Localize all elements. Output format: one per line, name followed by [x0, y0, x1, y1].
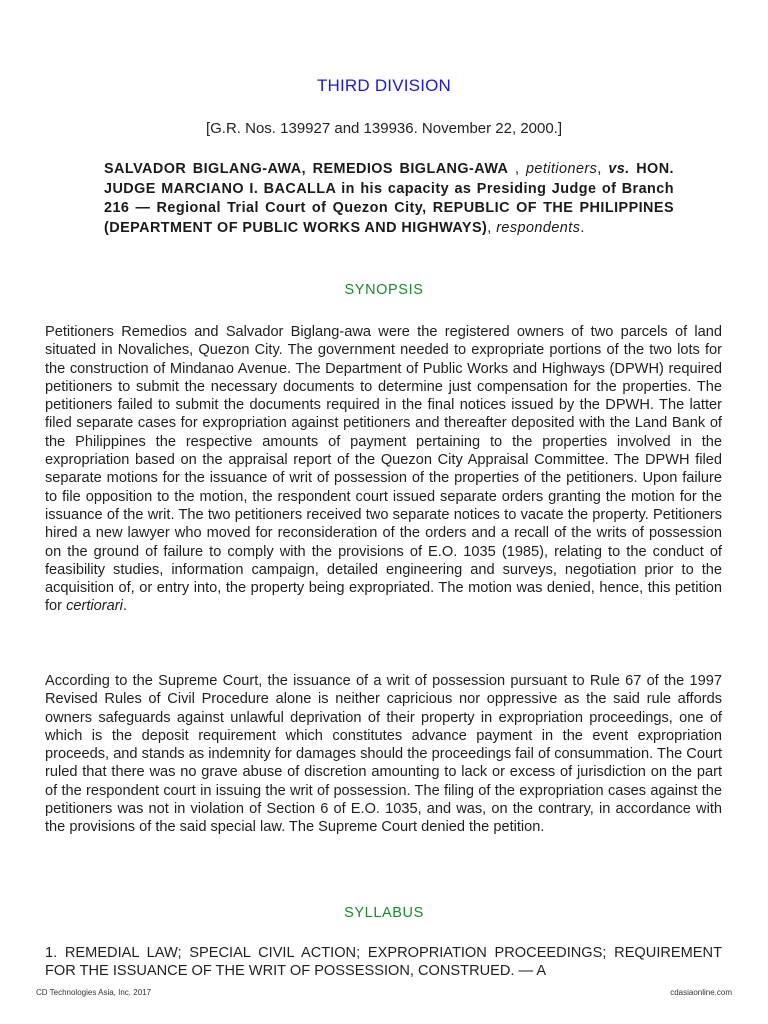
versus-label: vs. — [608, 161, 630, 177]
synopsis-heading: SYNOPSIS — [344, 282, 424, 298]
footer-website: cdasiaonline.com — [670, 988, 732, 997]
case-parties: SALVADOR BIGLANG-AWA, REMEDIOS BIGLANG-AWA , petitioners, vs. HON. JUDGE MARCIANO I. BACALLA in his capacity as Presiding Judge of Branch 216 — Regional Trial Court of Quezon City, REPUBLIC OF THE PHILIPPINES (DEPARTMENT OF PUBLIC WORKS AND HIGHWAYS), respondents. — [104, 161, 674, 236]
synopsis-paragraph-2: According to the Supreme Court, the issuance of a writ of possession pursuant to Rule 67 of the 1997 Revised Rules of Civil Procedure alone is neither capricious nor oppressive as the said rule affords owners safeguards against unlawful deprivation of their property in expropriation proceedings, one of which is the deposit requirement which constitutes advance payment in the event expropriation proceeds, and stands as indemnity for damages should the proceedings fail of consummation. The Court ruled that there was no grave abuse of discretion amounting to lack or excess of jurisdiction on the part of the respondent court in issuing the writ of possession. The filing of the expropriation cases against the petitioners was not in violation of Section 6 of E.O. 1035, and was, on the contrary, in accordance with the provisions of the said special law. The Supreme Court denied the petition. — [45, 673, 722, 836]
certiorari-term: certiorari — [66, 598, 123, 615]
synopsis-paragraph-1: Petitioners Remedios and Salvador Biglang-awa were the registered owners of two parcels of land situated in Novaliches, Quezon City. The government needed to expropriate portions of the two lots for the construction of Mindanao Avenue. The Department of Public Works and Highways (DPWH) required petitioners to submit the necessary documents to determine just compensation for the properties. The petitioners failed to submit the documents required in the final notices issued by the DPWH. The latter filed separate cases for expropriation against petitioners and thereafter deposited with the Land Bank of the Philippines the respective amounts of payment pertaining to the properties involved in the expropriation based on the appraisal report of the Quezon City Appraisal Committee. The DPWH filed separate motions for the issuance of writ of possession of the properties of the petitioners. Upon failure to file opposition to the motion, the respondent court issued separate orders granting the motion for the issuance of the writ. The two petitioners received two separate notices to vacate the property. Petitioners hired a new lawyer who moved for reconsideration of the orders and a recall of the writs of possession on the ground of failure to comply with the provisions of E.O. 1035 (1985), relating to the conduct of feasibility studies, information campaign, detailed engineering and surveys, negotiation prior to the acquisition of, or entry into, the property being expropriated. The motion was denied, hence, this petition for certiorari. — [45, 324, 722, 615]
footer-publisher: CD Technologies Asia, Inc. 2017 — [36, 988, 152, 997]
syllabus-heading: SYLLABUS — [344, 905, 424, 921]
respondents-names: HON. JUDGE MARCIANO I. BACALLA in his capacity as Presiding Judge of Branch 216 — Regional Trial Court of Quezon City, REPUBLIC OF THE PHILIPPINES (DEPARTMENT OF PUBLIC WORKS AND HIGHWAYS) — [104, 161, 674, 236]
syllabus-item-1: 1. REMEDIAL LAW; SPECIAL CIVIL ACTION; EXPROPRIATION PROCEEDINGS; REQUIREMENT FOR THE ISSUANCE OF THE WRIT OF POSSESSION, CONSTRUED. — A — [45, 945, 722, 980]
division-title: THIRD DIVISION — [316, 76, 452, 95]
petitioners-role: petitioners — [525, 161, 598, 177]
respondents-role: respondents — [496, 219, 581, 236]
synopsis-paragraph-1-text: Petitioners Remedios and Salvador Biglang-awa were the registered owners of two parcels of land situated in Novaliches, Quezon City. The government needed to expropriate portions of the two lots for the construction of Mindanao Avenue. The Department of Public Works and Highways (DPWH) required petitioners to submit the necessary documents to determine just compensation for the properties. The petitioners failed to submit the documents required in the final notices issued by the DPWH. The latter filed separate cases for expropriation against petitioners and thereafter deposited with the Land Bank of the Philippines the respective amounts of payment pertaining to the properties involved in the expropriation based on the appraisal report of the Quezon City Appraisal Committee. The DPWH filed separate motions for the issuance of writ of possession of the properties of the petitioners. Upon failure to file opposition to the motion, the respondent court issued separate orders granting the motion for the issuance of the writ. The two petitioners received two separate notices to vacate the property. Petitioners hired a new lawyer who moved for reconsideration of the orders and a recall of the writs of possession on the ground of failure to comply with the provisions of E.O. 1035 (1985), relating to the conduct of feasibility studies, information campaign, detailed engineering and surveys, negotiation prior to the acquisition of, or entry into, the property being expropriated. The motion was denied, hence, this petition for — [45, 324, 722, 615]
case-number: [G.R. Nos. 139927 and 139936. November 22, 2000.] — [205, 120, 563, 137]
petitioners-names: SALVADOR BIGLANG-AWA, REMEDIOS BIGLANG-AWA — [104, 161, 509, 177]
